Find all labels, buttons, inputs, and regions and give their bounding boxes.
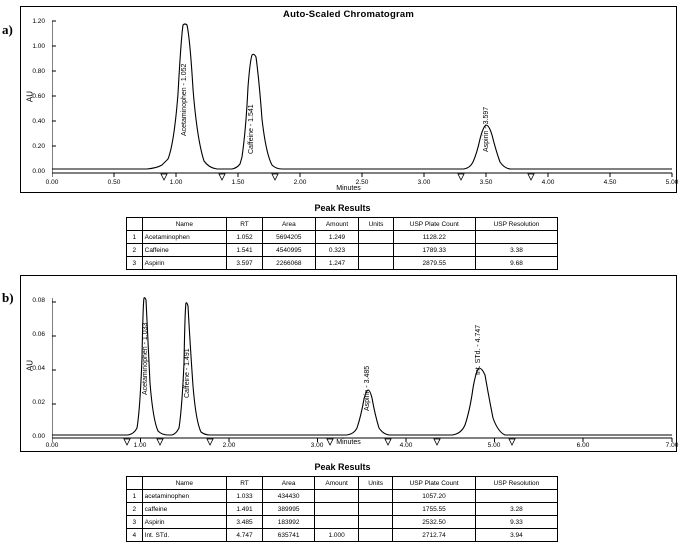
cell-index: 1	[127, 490, 143, 503]
cell-plate-count: 1057.20	[393, 490, 476, 503]
cell-name: Int. STd.	[142, 529, 226, 542]
x-tick: 1.50	[231, 179, 245, 186]
table-row	[127, 503, 558, 516]
peak-results-a-table	[126, 217, 558, 270]
cell-area: 4540995	[263, 244, 316, 257]
y-tick: 0.02	[32, 399, 45, 406]
x-axis-label: Minutes	[336, 185, 361, 192]
col-rt: RT	[226, 218, 262, 231]
cell-units	[359, 231, 393, 244]
y-tick: 0.80	[32, 68, 45, 75]
col-units: Units	[359, 477, 393, 490]
cell-area: 635741	[263, 529, 315, 542]
cell-amount: 1.000	[315, 529, 359, 542]
cell-area: 389995	[263, 503, 315, 516]
cell-index: 1	[127, 231, 143, 244]
cell-resolution: 3.94	[475, 529, 557, 542]
y-tick: 1.20	[32, 18, 45, 25]
cell-amount: 1.247	[315, 257, 359, 270]
y-tick: 0.00	[32, 433, 45, 440]
col-usp-resolution: USP Resolution	[475, 477, 557, 490]
panel-a-label: a)	[2, 22, 13, 37]
col-usp-plate-count: USP Plate Count	[393, 218, 475, 231]
chromatogram-a	[20, 6, 677, 193]
peak-label: Acetaminophen - 1.033	[142, 322, 149, 395]
cell-amount	[315, 516, 359, 529]
y-tick: 0.20	[32, 143, 45, 150]
cell-units	[359, 529, 393, 542]
col-area: Area	[263, 477, 315, 490]
y-tick: 0.60	[32, 93, 45, 100]
y-tick: 0.04	[32, 365, 45, 372]
col-amount: Amount	[315, 218, 359, 231]
chromatogram-b	[20, 275, 677, 452]
cell-units	[359, 490, 393, 503]
cell-index: 3	[127, 516, 143, 529]
peak-label: Caffeine - 1.541	[248, 104, 255, 154]
x-tick: 4.00	[541, 179, 555, 186]
cell-plate-count: 2879.55	[393, 257, 475, 270]
cell-plate-count: 2532.50	[393, 516, 476, 529]
x-tick: 4.50	[603, 179, 617, 186]
cell-rt: 3.597	[226, 257, 262, 270]
x-tick: 1.00	[169, 179, 183, 186]
cell-resolution	[475, 490, 557, 503]
col-usp-plate-count: USP Plate Count	[393, 477, 476, 490]
cell-units	[359, 516, 393, 529]
x-tick: 3.00	[310, 442, 324, 449]
table-row	[127, 244, 558, 257]
x-tick: 3.00	[417, 179, 431, 186]
cell-index: 4	[127, 529, 143, 542]
col-units: Units	[359, 218, 393, 231]
cell-rt: 1.491	[226, 503, 262, 516]
cell-rt: 3.485	[226, 516, 262, 529]
cell-name: Aspirin	[142, 516, 226, 529]
col-name: Name	[142, 218, 226, 231]
cell-resolution: 9.68	[476, 257, 558, 270]
peak-label: Int. STd. - 4.747	[475, 324, 482, 375]
cell-area: 2266068	[263, 257, 316, 270]
col-name: Name	[142, 477, 226, 490]
x-tick: 7.00	[665, 442, 679, 449]
cell-amount: 0.323	[315, 244, 359, 257]
table-row	[127, 257, 558, 270]
peak-results-a-title: Peak Results	[314, 203, 371, 213]
col-area: Area	[263, 218, 316, 231]
x-tick: 5.00	[665, 179, 679, 186]
cell-plate-count: 2712.74	[393, 529, 476, 542]
cell-area: 434430	[263, 490, 315, 503]
cell-index: 2	[127, 503, 143, 516]
cell-resolution: 9.33	[475, 516, 557, 529]
table-row	[127, 490, 558, 503]
y-tick: 1.00	[32, 43, 45, 50]
y-tick: 0.40	[32, 118, 45, 125]
y-tick: 0.08	[32, 297, 45, 304]
table-header-row	[127, 218, 558, 231]
panel-b-label: b)	[2, 290, 14, 305]
cell-area: 5694205	[263, 231, 316, 244]
x-tick: 4.00	[399, 442, 413, 449]
cell-resolution: 3.38	[476, 244, 558, 257]
x-axis-label: Minutes	[336, 439, 361, 446]
peak-label: Aspirin - 3.597	[483, 106, 490, 152]
col-index	[127, 218, 143, 231]
y-axis-label: AU	[25, 359, 35, 372]
x-tick: 3.50	[479, 179, 493, 186]
x-tick: 6.00	[576, 442, 590, 449]
cell-name: Caffeine	[142, 244, 226, 257]
cell-name: Aspirin	[142, 257, 226, 270]
cell-plate-count: 1789.33	[393, 244, 475, 257]
cell-units	[359, 244, 393, 257]
cell-amount	[315, 503, 359, 516]
col-amount: Amount	[315, 477, 359, 490]
x-tick: 2.00	[222, 442, 236, 449]
cell-index: 3	[127, 257, 143, 270]
peak-label: Acetaminophen - 1.052	[181, 63, 188, 136]
chart-a-plot	[52, 9, 674, 187]
x-tick: 0.00	[45, 442, 59, 449]
peak-results-b-title: Peak Results	[314, 462, 371, 472]
table-row	[127, 516, 558, 529]
x-tick: 2.50	[355, 179, 369, 186]
col-rt: RT	[226, 477, 262, 490]
cell-rt: 1.033	[226, 490, 262, 503]
cell-plate-count: 1755.55	[393, 503, 476, 516]
cell-index: 2	[127, 244, 143, 257]
x-tick: 0.50	[107, 179, 121, 186]
col-index	[127, 477, 143, 490]
x-tick: 1.00	[133, 442, 147, 449]
table-header-row	[127, 477, 558, 490]
cell-area: 183992	[263, 516, 315, 529]
peak-label: Caffeine - 1.491	[184, 348, 191, 398]
cell-name: Acetaminophen	[142, 231, 226, 244]
y-axis-label: AU	[25, 90, 35, 103]
cell-resolution	[476, 231, 558, 244]
chart-a-title: Auto-Scaled Chromatogram	[283, 9, 414, 20]
cell-resolution: 3.28	[475, 503, 557, 516]
cell-units	[359, 257, 393, 270]
x-tick: 5.00	[487, 442, 501, 449]
cell-rt: 4.747	[226, 529, 262, 542]
cell-name: acetaminophen	[142, 490, 226, 503]
cell-name: caffeine	[142, 503, 226, 516]
y-tick: 0.06	[32, 331, 45, 338]
cell-amount: 1.249	[315, 231, 359, 244]
table-row	[127, 529, 558, 542]
cell-rt: 1.052	[226, 231, 262, 244]
x-tick: 2.00	[293, 179, 307, 186]
cell-plate-count: 1128.22	[393, 231, 475, 244]
cell-units	[359, 503, 393, 516]
peak-label: Aspirin - 3.485	[364, 365, 371, 411]
cell-rt: 1.541	[226, 244, 262, 257]
table-row	[127, 231, 558, 244]
cell-amount	[315, 490, 359, 503]
x-tick: 0.00	[45, 179, 59, 186]
y-tick: 0.00	[32, 168, 45, 175]
peak-results-b-table	[126, 476, 558, 542]
col-usp-resolution: USP Resolution	[476, 218, 558, 231]
